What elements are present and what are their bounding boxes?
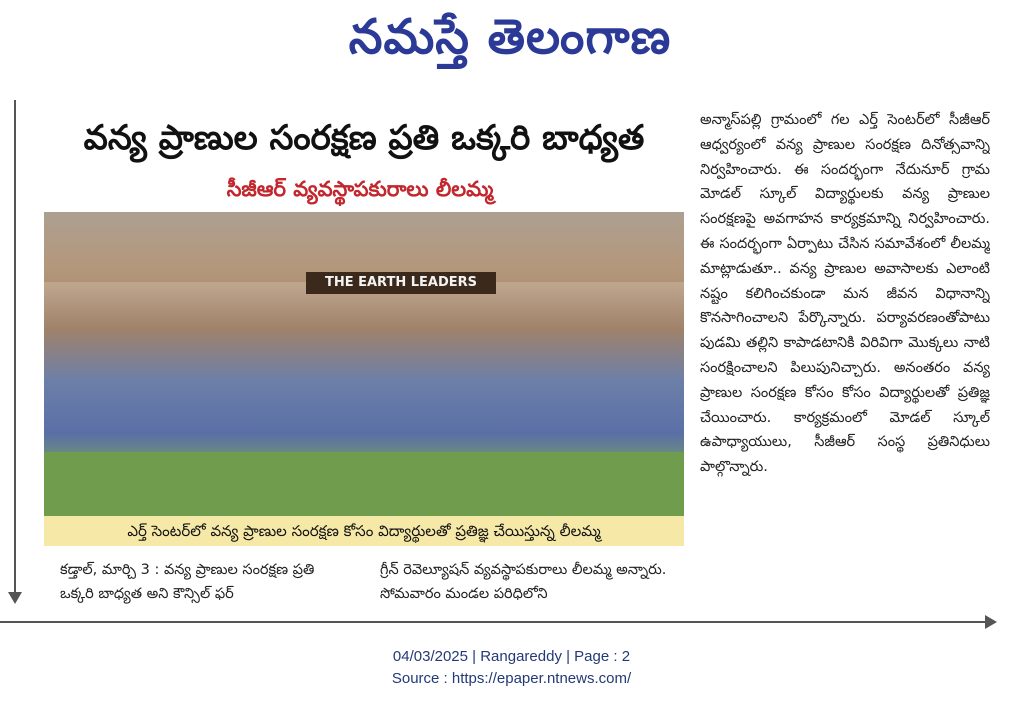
horizontal-guide-line [0,621,988,623]
photo-grass [44,452,684,520]
article-body-column-left: కడ్తాల్, మార్చి 3 : వన్య ప్రాణుల సంరక్షణ ప్రతి ఒక్కరి బాధ్యత అని కౌన్సిల్ ఫర్ [60,562,315,602]
article-subheadline: సీజీఆర్ వ్యవస్థాపకురాలు లీలమ్మ [226,177,494,201]
article-photo [44,212,684,520]
photo-caption: ఎర్త్ సెంటర్‌లో వన్య ప్రాణుల సంరక్షణ కోసం విద్యార్థులతో ప్రతిజ్ఞ చేయిస్తున్న లీలమ్మ [44,516,684,546]
article-headline: వన్య ప్రాణుల సంరక్షణ ప్రతి ఒక్కరి బాధ్యత [83,118,645,158]
photo-banner: THE EARTH LEADERS [306,272,496,294]
down-arrow-icon [8,592,22,604]
footer-date-edition: 04/03/2025 | Rangareddy | Page : 2 [392,648,631,665]
page-footer [0,646,1023,690]
vertical-guide-line [14,100,16,595]
right-arrow-icon [985,615,997,629]
newspaper-masthead: నమస్తే తెలంగాణ [348,9,672,65]
footer-source-link[interactable]: Source : https://epaper.ntnews.com/ [391,670,632,687]
article-body-column-right: అన్మాస్‌పల్లి గ్రామంలో గల ఎర్త్ సెంటర్‌లో సీజీఆర్ ఆధ్వర్యంలో వన్య ప్రాణుల సంరక్షణ దినోత్సవాన్ని నిర్వహించారు. ఈ సందర్భంగా నేదునూర్ గ్రామ మోడల్ స్కూల్ విద్యార్థులకు వన్య ప్రాణుల సంరక్షణపై అవగాహన కార్యక్రమాన్ని నిర్వహించారు. ఈ సందర్భంగా ఏర్పాటు చేసిన సమావేశంలో లీలమ్మ మాట్లాడుతూ.. వన్య ప్రాణుల అవాసాలకు ఎలాంటి నష్టం కలిగించకుండా మన జీవన విధానాన్ని కొనసాగించాలని పేర్కొన్నారు. పర్యావరణంతోపాటు పుడమి తల్లిని కాపాడటానికి విరివిగా మొక్కలు నాటి సంరక్షించాలని పిలుపునిచ్చారు. అనంతరం వన్య ప్రాణుల సంరక్షణ కోసం కోసం విద్యార్థులతో ప్రతిజ్ఞ చేయించారు. కార్యక్రమంలో మోడల్ స్కూల్ ఉపాధ్యాయులు, సీజీఆర్ సంస్థ ప్రతినిధులు పాల్గొన్నారు. [700,112,990,476]
article-body-column-middle: గ్రీన్ రెవెల్యూషన్ వ్యవస్థాపకురాలు లీలమ్మ అన్నారు. సోమవారం మండల పరిధిలోని [380,562,667,602]
